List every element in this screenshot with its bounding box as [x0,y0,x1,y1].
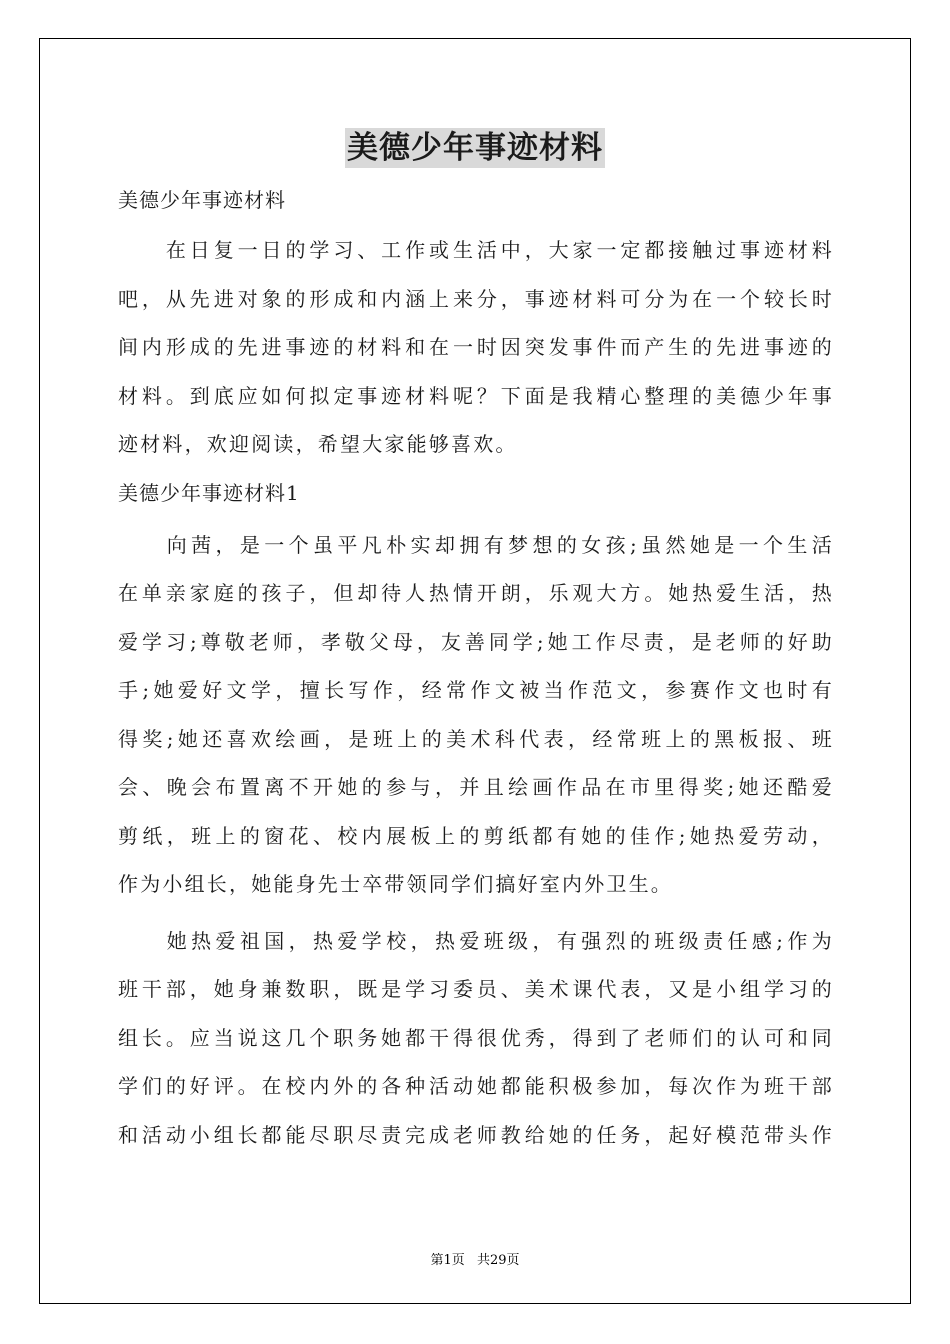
text-line: 她热爱祖国，热爱学校，热爱班级，有强烈的班级责任感;作为 [118,928,834,953]
text-line: 向茜，是一个虽平凡朴实却拥有梦想的女孩;虽然她是一个生活 [118,532,834,557]
text-line: 在单亲家庭的孩子，但却待人热情开朗，乐观大方。她热爱生活，热 [118,581,834,605]
text-line: 吧，从先进对象的形成和内涵上来分，事迹材料可分为在一个较长时 [118,286,834,311]
section-heading: 美德少年事迹材料 [118,188,286,212]
body-paragraph [118,521,834,909]
text-line: 间内形成的先进事迹的材料和在一时因突发事件而产生的先进事迹的 [118,335,834,359]
text-line: 班干部，她身兼数职，既是学习委员、美术课代表，又是小组学习的 [118,977,834,1001]
text-line: 爱学习;尊敬老师，孝敬父母，友善同学;她工作尽责，是老师的好助 [118,629,834,654]
section-heading: 美德少年事迹材料1 [118,480,300,505]
text-line: 会、晚会布置离不开她的参与，并且绘画作品在市里得奖;她还酷爱 [118,775,834,799]
text-line: 作为小组长，她能身先士卒带领同学们搞好室内外卫生。 [118,872,673,896]
text-line: 在日复一日的学习、工作或生活中，大家一定都接触过事迹材料 [118,238,834,262]
intro-paragraph [118,226,834,469]
text-line: 组长。应当说这几个职务她都干得很优秀，得到了老师们的认可和同 [118,1025,834,1050]
document-body [118,180,834,1159]
total-pages: 共29页 [476,1253,520,1268]
title-area [0,128,950,168]
page-number: 第1页 [430,1253,465,1268]
text-line: 学们的好评。在校内外的各种活动她都能积极参加，每次作为班干部 [118,1074,834,1098]
text-line: 得奖;她还喜欢绘画，是班上的美术科代表，经常班上的黑板报、班 [118,726,834,751]
text-line: 和活动小组长都能尽职尽责完成老师教给她的任务，起好模范带头作 [118,1122,834,1147]
text-line: 材料。到底应如何拟定事迹材料呢？下面是我精心整理的美德少年事 [118,383,834,408]
text-line: 迹材料，欢迎阅读，希望大家能够喜欢。 [118,432,518,456]
document-title: 美德少年事迹材料 [347,130,603,166]
text-line: 手;她爱好文学，擅长写作，经常作文被当作范文，参赛作文也时有 [118,678,834,702]
body-paragraph [118,917,834,1160]
page-footer [0,1249,950,1268]
text-line: 剪纸，班上的窗花、校内展板上的剪纸都有她的佳作;她热爱劳动， [118,823,834,848]
